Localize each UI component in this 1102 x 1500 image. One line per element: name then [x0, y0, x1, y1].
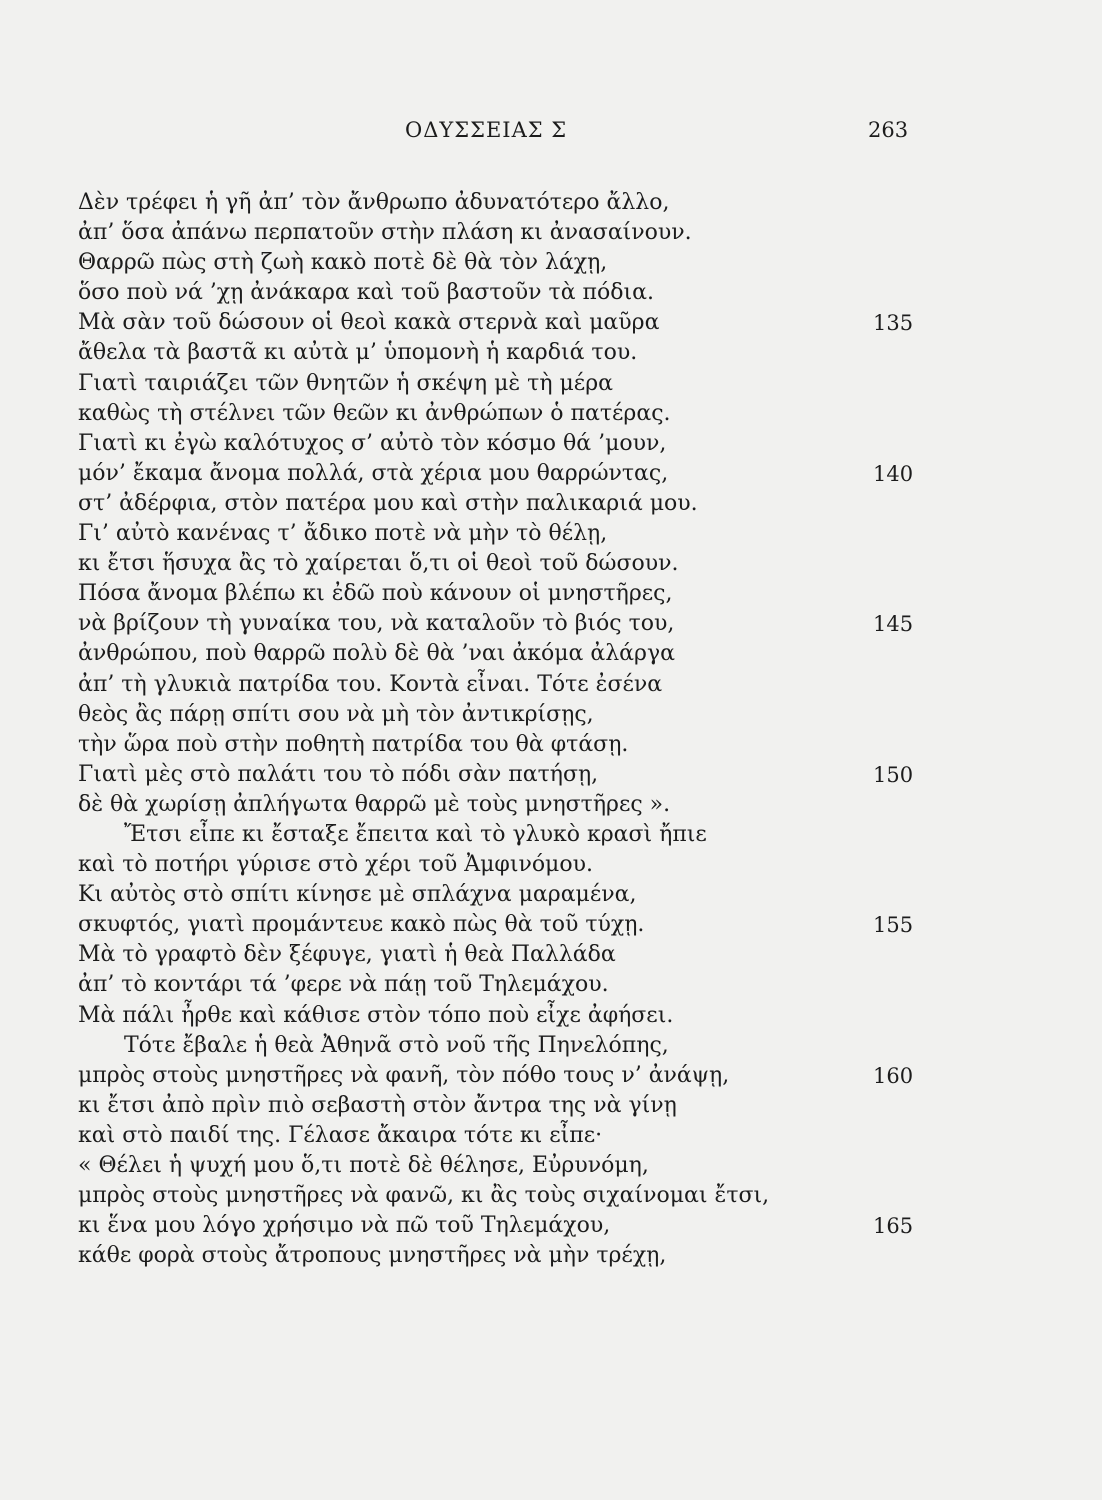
verse-line [78, 218, 938, 248]
verse-text: καθὼς τὴ στέλνει τῶν θεῶν κι ἀνθρώπων ὁ πατέρας. [78, 400, 671, 426]
verse-text: καὶ στὸ παιδί της. Γέλασε ἄκαιρα τότε κι εἶπε· [78, 1122, 603, 1148]
page-header [0, 118, 1102, 148]
verse-line [78, 1241, 938, 1271]
page-number: 263 [868, 118, 909, 142]
verse-text: κι ἔτσι ἥσυχα ἂς τὸ χαίρεται ὅ,τι οἱ θεοὶ τοῦ δώσουν. [78, 551, 679, 577]
verse-text: Δὲν τρέφει ἡ γῆ ἀπ’ τὸν ἄνθρωπο ἀδυνατότερο ἄλλο, [78, 190, 670, 215]
verse-text: Γιατὶ κι ἐγὼ καλότυχος σ’ αὐτὸ τὸν κόσμο θά ’μουν, [78, 430, 667, 456]
verse-line [78, 188, 938, 218]
verse-text: δὲ θὰ χωρίσῃ ἀπλήγωτα θαρρῶ μὲ τοὺς μνηστῆρες ». [78, 791, 671, 817]
verse-line [78, 639, 938, 669]
verse-line [78, 248, 938, 278]
verse-text: μπρὸς στοὺς μνηστῆρες νὰ φανῶ, κι ἂς τοὺς σιχαίνομαι ἔτσι, [78, 1183, 770, 1209]
verse-line [78, 760, 938, 790]
verse-line [78, 1181, 938, 1211]
line-number: 150 [873, 762, 914, 787]
verse-text: ὅσο ποὺ νά ’χῃ ἀνάκαρα καὶ τοῦ βαστοῦν τὰ πόδια. [78, 280, 654, 306]
verse-text: ἀπ’ τὸ κοντάρι τά ’φερε νὰ πάῃ τοῦ Τηλεμάχου. [78, 972, 609, 998]
verse-line [78, 910, 938, 940]
verse-text: θεὸς ἂς πάρῃ σπίτι σου νὰ μὴ τὸν ἀντικρίσῃς, [78, 701, 594, 727]
verse-line [78, 429, 938, 459]
line-number: 155 [873, 913, 914, 938]
verse-text: Μὰ τὸ γραφτὸ δὲν ξέφυγε, γιατὶ ἡ θεὰ Παλλάδα [78, 942, 616, 968]
verse-text: Πόσα ἄνομα βλέπω κι ἐδῶ ποὺ κάνουν οἱ μνηστῆρες, [78, 581, 673, 607]
line-number: 160 [873, 1063, 914, 1088]
verse-text: Μὰ πάλι ἦρθε καὶ κάθισε στὸν τόπο ποὺ εἶχε ἀφήσει. [78, 1002, 674, 1028]
verse-line [78, 579, 938, 609]
verse-text: κι ἔτσι ἀπὸ πρὶν πιὸ σεβαστὴ στὸν ἄντρα της νὰ γίνῃ [78, 1092, 677, 1118]
verse-line [78, 459, 938, 489]
verse-line [78, 820, 938, 850]
verse-line [78, 399, 938, 429]
verse-line [78, 519, 938, 549]
line-number: 135 [873, 311, 914, 336]
verse-line [78, 1211, 938, 1241]
verse-line [78, 1121, 938, 1151]
verse-text: σκυφτός, γιατὶ προμάντευε κακὸ πὼς θὰ τοῦ τύχῃ. [78, 912, 645, 938]
verse-text: Θαρρῶ πὼς στὴ ζωὴ κακὸ ποτὲ δὲ θὰ τὸν λάχῃ, [78, 250, 608, 276]
verse-line [78, 549, 938, 579]
verse-line [78, 790, 938, 820]
verse-text: Μὰ σὰν τοῦ δώσουν οἱ θεοὶ κακὰ στερνὰ καὶ μαῦρα [78, 310, 660, 336]
verse-text: Κι αὐτὸς στὸ σπίτι κίνησε μὲ σπλάχνα μαραμένα, [78, 882, 637, 908]
verse-text: στ’ ἀδέρφια, στὸν πατέρα μου καὶ στὴν παλικαριά μου. [78, 490, 698, 516]
verse-text: Γιατὶ ταιριάζει τῶν θνητῶν ἡ σκέψη μὲ τὴ μέρα [78, 370, 613, 396]
verse-text: μόν’ ἔκαμα ἄνομα πολλά, στὰ χέρια μου θαρρώντας, [78, 460, 669, 486]
line-number: 145 [873, 612, 914, 637]
verse-text: καὶ τὸ ποτήρι γύρισε στὸ χέρι τοῦ Ἀμφινόμου. [78, 852, 593, 878]
verse-text: κάθε φορὰ στοὺς ἄτροπους μνηστῆρες νὰ μὴν τρέχῃ, [78, 1243, 667, 1269]
verse-line [78, 940, 938, 970]
verse-text: ἀπ’ τὴ γλυκιὰ πατρίδα του. Κοντὰ εἶναι. Τότε ἐσένα [78, 671, 663, 697]
verse-text: κι ἕνα μου λόγο χρήσιμο νὰ πῶ τοῦ Τηλεμάχου, [78, 1213, 611, 1239]
verse-line [78, 369, 938, 399]
verse-text: Ἔτσι εἶπε κι ἔσταξε ἔπειτα καὶ τὸ γλυκὸ κρασὶ ἤπιε [124, 821, 707, 847]
line-number: 140 [873, 461, 914, 486]
verse-text: « Θέλει ἡ ψυχή μου ὅ,τι ποτὲ δὲ θέλησε, Εὐρυνόμη, [78, 1153, 649, 1178]
verse-line [78, 609, 938, 639]
verse-text: Τότε ἔβαλε ἡ θεὰ Ἀθηνᾶ στὸ νοῦ τῆς Πηνελόπης, [124, 1032, 669, 1058]
verse-line [78, 1031, 938, 1061]
verse-line [78, 338, 938, 368]
verse-text: τὴν ὥρα ποὺ στὴν ποθητὴ πατρίδα του θὰ φτάσῃ. [78, 731, 629, 757]
verse-text: ἄθελα τὰ βαστᾶ κι αὐτὰ μ’ ὑπομονὴ ἡ καρδιά του. [78, 340, 638, 366]
verse-line [78, 1001, 938, 1031]
verse-line [78, 308, 938, 338]
verse-line [78, 489, 938, 519]
verse-text: ἀπ’ ὅσα ἀπάνω περπατοῦν στὴν πλάση κι ἀνασαίνουν. [78, 220, 692, 246]
verse-text: Γιατὶ μὲς στὸ παλάτι του τὸ πόδι σὰν πατήσῃ, [78, 761, 599, 787]
line-number: 165 [873, 1214, 914, 1239]
verse-line [78, 278, 938, 308]
verse-line [78, 730, 938, 760]
verse-line [78, 1151, 938, 1181]
verse-line [78, 1061, 938, 1091]
running-title: ΟΔΥΣΣΕΙΑΣ Σ [405, 118, 568, 142]
verse-text: ἀνθρώπου, ποὺ θαρρῶ πολὺ δὲ θὰ ’ναι ἀκόμα ἀλάργα [78, 641, 675, 667]
verse-line [78, 670, 938, 700]
verse-line [78, 1091, 938, 1121]
verse-line [78, 880, 938, 910]
verse-line [78, 700, 938, 730]
verse-text: Γι’ αὐτὸ κανένας τ’ ἄδικο ποτὲ νὰ μὴν τὸ θέλῃ, [78, 521, 608, 547]
verse-text: μπρὸς στοὺς μνηστῆρες νὰ φανῆ, τὸν πόθο τους ν’ ἀνάψῃ, [78, 1062, 730, 1088]
verse-text: νὰ βρίζουν τὴ γυναίκα του, νὰ καταλοῦν τὸ βιός του, [78, 611, 675, 637]
verse-block [78, 188, 938, 1271]
verse-line [78, 970, 938, 1000]
verse-line [78, 850, 938, 880]
